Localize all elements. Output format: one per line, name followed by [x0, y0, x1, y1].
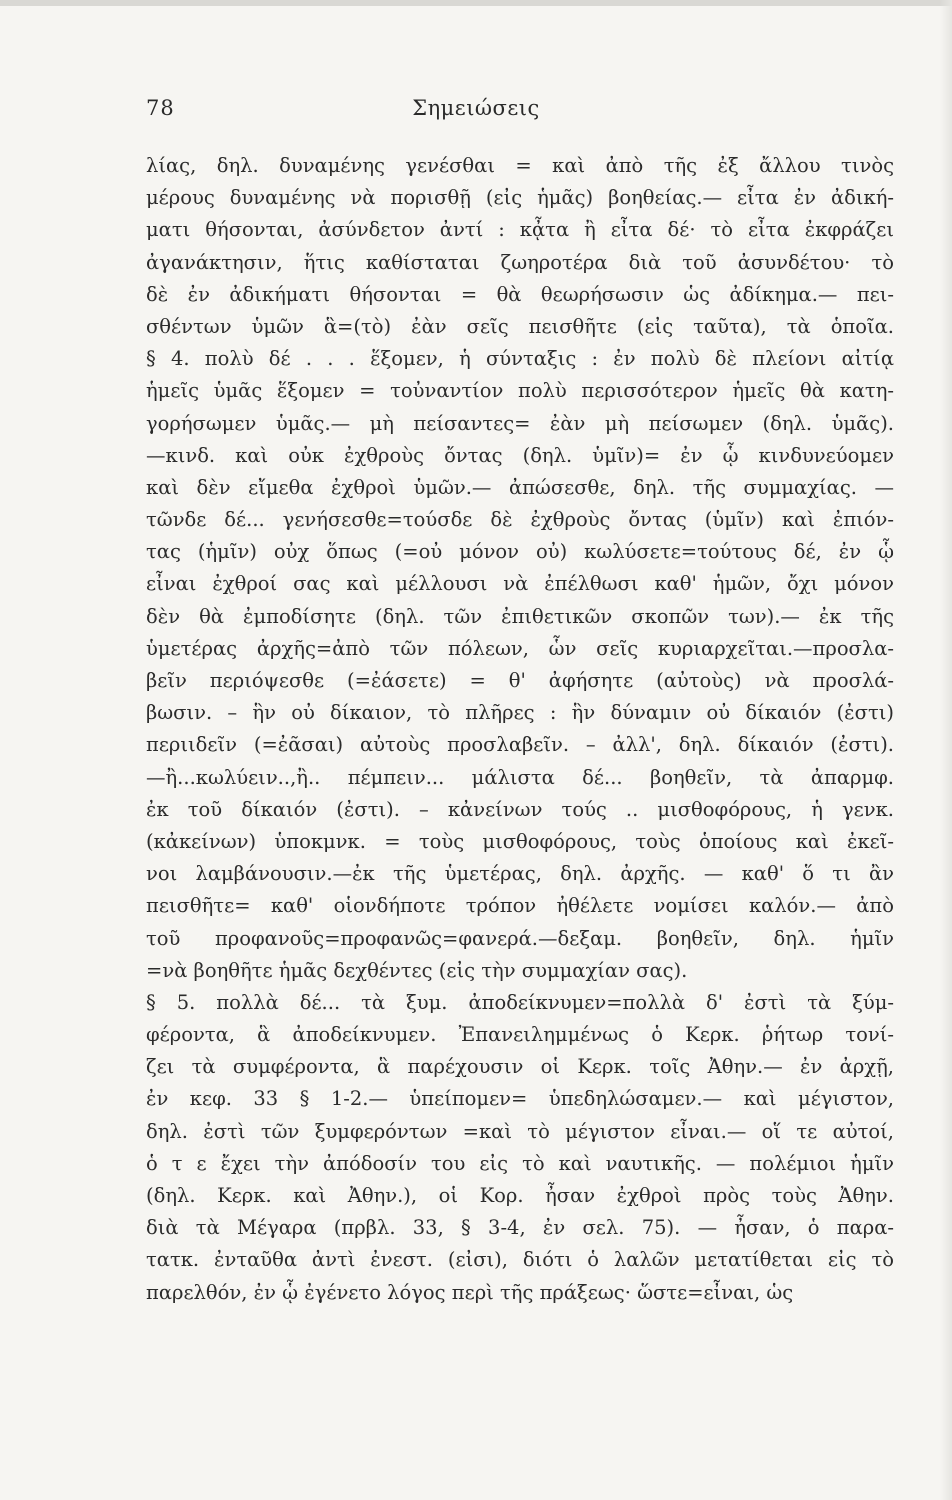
page-number: 78 — [146, 96, 175, 120]
text-line: (κἀκείνων) ὑποκμνκ. = τοὺς μισθοφόρους, τοὺς ὁποίους καὶ ἐκεῖ- — [146, 829, 894, 853]
text-line: ὁ τ ε ἔχει τὴν ἀπόδοσίν του εἰς τὸ καὶ ναυτικῆς. — πολέμιοι ἡμῖν — [146, 1151, 894, 1175]
text-line: τῶνδε δέ... γενήσεσθε=τούσδε δὲ ἐχθροὺς ὄντας (ὑμῖν) καὶ ἐπιόν- — [146, 508, 894, 532]
text-line: —ἢ...κωλύειν..,ἢ.. πέμπειν... μάλιστα δέ... βοηθεῖν, τὰ ἀπαρμφ. — [146, 765, 894, 789]
text-line: τοῦ προφανοῦς=προφανῶς=φανερά.—δεξαμ. βοηθεῖν, δηλ. ἡμῖν — [146, 926, 894, 950]
text-line: πεισθῆτε= καθ' οἱονδήποτε τρόπον ἠθέλετε νομίσει καλόν.— ἀπὸ — [146, 894, 894, 918]
text-line: περιιδεῖν (=ἐᾶσαι) αὐτοὺς προσλαβεῖν. – ἀλλ', δηλ. δίκαιόν (ἐστι). — [146, 733, 894, 757]
text-line: καὶ δὲν εἴμεθα ἐχθροὶ ὑμῶν.— ἀπώσεσθε, δηλ. τῆς συμμαχίας. — — [146, 475, 894, 499]
text-line: δὲ ἐν ἀδικήματι θήσονται = θὰ θεωρήσωσιν ὡς ἀδίκημα.— πει- — [146, 282, 894, 306]
scan-top-edge — [0, 0, 952, 6]
handwritten-margin-note — [600, 34, 625, 52]
text-line: ματι θήσονται, ἀσύνδετον ἀντί : κᾆτα ἢ εἶτα δέ· τὸ εἶτα ἐκφράζει — [146, 218, 894, 242]
text-line: § 4. πολὺ δέ . . . ἕξομεν, ἡ σύνταξις : ἐν πολὺ δὲ πλείονι αἰτίᾳ — [146, 347, 894, 371]
text-line: τας (ἡμῖν) οὐχ ὅπως (=οὐ μόνον οὐ) κωλύσετε=τούτους δέ, ἐν ᾧ — [146, 540, 894, 564]
text-line: —κινδ. καὶ οὐκ ἐχθροὺς ὄντας (δηλ. ὑμῖν)= ἐν ᾧ κινδυνεύομεν — [146, 443, 894, 467]
text-line: βεῖν περιόψεσθε (=ἐάσετε) = θ' ἀφήσητε (αὐτοὺς) νὰ προσλά- — [146, 669, 894, 692]
text-line: δηλ. ἐστὶ τῶν ξυμφερόντων =καὶ τὸ μέγιστον εἶναι.— οἵ τε αὐτοί, — [146, 1119, 894, 1143]
text-line: παρελθόν, ἐν ᾧ ἐγένετο λόγος περὶ τῆς πράξεως· ὥστε=εἶναι, ὡς — [146, 1280, 794, 1304]
text-line: εἶναι ἐχθροί σας καὶ μέλλουσι νὰ ἐπέλθωσι καθ' ἡμῶν, ὄχι μόνον — [146, 572, 894, 596]
text-line: § 5. πολλὰ δέ... τὰ ξυμ. ἀποδείκνυμεν=πολλὰ δ' ἐστὶ τὰ ξύμ- — [146, 990, 894, 1014]
text-line: γορήσωμεν ὑμᾶς.— μὴ πείσαντες= ἐὰν μὴ πείσωμεν (δηλ. ὑμᾶς). — [146, 411, 894, 435]
text-line: τατκ. ἐνταῦθα ἀντὶ ἐνεστ. (εἰσι), διότι ὁ λαλῶν μετατίθεται εἰς τὸ — [146, 1248, 894, 1272]
handwritten-margin-scribble — [8, 546, 21, 572]
text-line: ἀγανάκτησιν, ἥτις καθίσταται ζωηροτέρα διὰ τοῦ ἀσυνδέτου· τὸ — [146, 250, 894, 274]
page-header — [0, 96, 952, 130]
text-line: διὰ τὰ Μέγαρα (πρβλ. 33, § 3-4, ἐν σελ. 75). — ἦσαν, ὁ παρα- — [146, 1216, 894, 1240]
text-line: ζει τὰ συμφέροντα, ἃ παρέχουσιν οἱ Κερκ. τοῖς Ἀθην.— ἐν ἀρχῇ, — [146, 1055, 894, 1079]
text-line: βωσιν. – ἣν οὐ δίκαιον, τὸ πλῆρες : ἣν δύναμιν οὐ δίκαιόν (ἐστι) — [146, 701, 894, 725]
text-line: σθέντων ὑμῶν ἃ=(τὸ) ἐὰν σεῖς πεισθῆτε (εἰς ταῦτα), τὰ ὁποῖα. — [146, 314, 894, 338]
text-line: φέροντα, ἃ ἀποδείκνυμεν. Ἐπανειλημμένως ὁ Κερκ. ῥήτωρ τονί- — [146, 1023, 894, 1047]
running-title: Σημειώσεις — [412, 96, 540, 120]
bleed-through-text — [610, 74, 616, 95]
text-line: μέρους δυναμένης νὰ πορισθῇ (εἰς ἡμᾶς) βοηθείας.— εἶτα ἐν ἀδική- — [146, 186, 894, 210]
text-line: (δηλ. Κερκ. καὶ Ἀθην.), οἱ Κορ. ἦσαν ἐχθροὶ πρὸς τοὺς Ἀθην. — [146, 1184, 894, 1207]
text-line: δὲν θὰ ἐμποδίσητε (δηλ. τῶν ἐπιθετικῶν σκοπῶν των).— ἐκ τῆς — [146, 604, 894, 628]
page-edge-shadow — [940, 0, 952, 1500]
text-line: =νὰ βοηθῆτε ἡμᾶς δεχθέντες (εἰς τὴν συμμαχίαν σας). — [146, 958, 688, 982]
text-line: νοι λαμβάνουσιν.—ἐκ τῆς ὑμετέρας, δηλ. ἀρχῆς. — καθ' ὅ τι ἂν — [146, 862, 894, 886]
text-line: ὑμετέρας ἀρχῆς=ἀπὸ τῶν πόλεων, ὧν σεῖς κυριαρχεῖται.—προσλα- — [146, 636, 894, 660]
text-line: λίας, δηλ. δυναμένης γενέσθαι = καὶ ἀπὸ τῆς ἐξ ἄλλου τινὸς — [146, 154, 894, 177]
notes-body — [146, 150, 894, 1309]
text-line: ἡμεῖς ὑμᾶς ἕξομεν = τοὐναντίον πολὺ περισσότερον ἡμεῖς θὰ κατη- — [146, 379, 894, 403]
text-line: ἐν κεφ. 33 § 1-2.— ὑπείπομεν= ὑπεδηλώσαμεν.— καὶ μέγιστον, — [146, 1087, 894, 1111]
text-line: ἐκ τοῦ δίκαιόν (ἐστι). – κἀνείνων τούς .. μισθοφόρους, ἡ γενκ. — [146, 797, 894, 821]
